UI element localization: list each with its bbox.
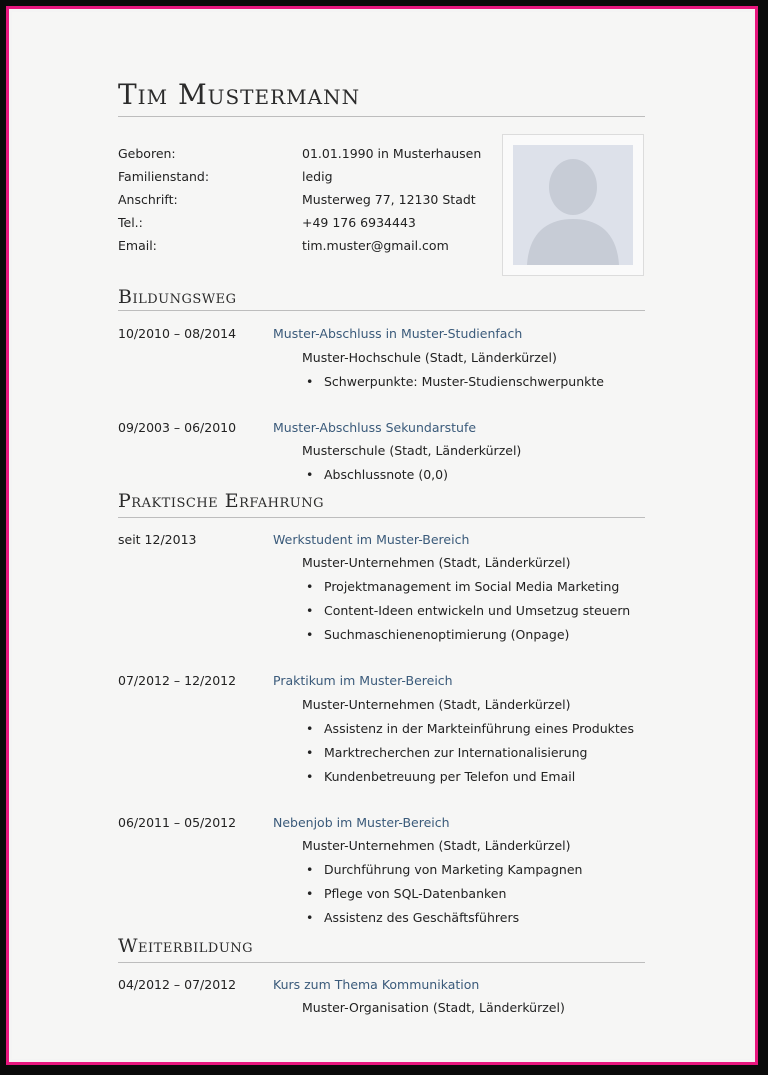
label-marital: Familienstand: <box>118 169 210 184</box>
entry-bullet: • Marktrecherchen zur Internationalisierung <box>324 745 587 760</box>
section-rule-training <box>118 962 645 963</box>
entry-bullet: • Schwerpunkte: Muster-Studienschwerpunkte <box>324 374 604 389</box>
entry-org: Muster-Hochschule (Stadt, Länderkürzel) <box>302 350 557 365</box>
entry-date: 09/2003 – 06/2010 <box>118 420 237 435</box>
page-frame <box>6 6 758 1065</box>
entry-bullet: • Durchführung von Marketing Kampagnen <box>324 862 582 877</box>
entry-title: Nebenjob im Muster-Bereich <box>273 815 450 830</box>
entry-bullet: • Kundenbetreuung per Telefon und Email <box>324 769 575 784</box>
entry-bullet: • Assistenz in der Markteinführung eines Produktes <box>324 721 634 736</box>
value-phone: +49 176 6934443 <box>302 215 416 230</box>
label-address: Anschrift: <box>118 192 178 207</box>
entry-bullet: • Pflege von SQL-Datenbanken <box>324 886 506 901</box>
entry-title: Muster-Abschluss Sekundarstufe <box>273 420 477 435</box>
entry-bullet: • Projektmanagement im Social Media Marketing <box>324 579 619 594</box>
entry-bullet: • Abschlussnote (0,0) <box>324 467 448 482</box>
entry-date: 10/2010 – 08/2014 <box>118 326 237 341</box>
title-rule <box>118 116 645 117</box>
entry-title: Praktikum im Muster-Bereich <box>273 673 453 688</box>
entry-date: 06/2011 – 05/2012 <box>118 815 237 830</box>
avatar-silhouette-icon <box>513 145 633 265</box>
value-born: 01.01.1990 in Musterhausen <box>302 146 482 161</box>
label-phone: Tel.: <box>118 215 143 230</box>
section-title-education: Bildungsweg <box>118 286 237 308</box>
value-marital: ledig <box>302 169 333 184</box>
entry-bullet: • Assistenz des Geschäftsführers <box>324 910 519 925</box>
value-email: tim.muster@gmail.com <box>302 238 449 253</box>
entry-title: Werkstudent im Muster-Bereich <box>273 532 470 547</box>
entry-bullet: • Suchmaschienenoptimierung (Onpage) <box>324 627 569 642</box>
label-born: Geboren: <box>118 146 176 161</box>
entry-date: 07/2012 – 12/2012 <box>118 673 237 688</box>
resume-page <box>12 12 752 1059</box>
profile-photo <box>502 134 644 276</box>
entry-title: Kurs zum Thema Kommunikation <box>273 977 480 992</box>
entry-org: Muster-Unternehmen (Stadt, Länderkürzel) <box>302 838 571 853</box>
value-address: Musterweg 77, 12130 Stadt <box>302 192 476 207</box>
entry-title: Muster-Abschluss in Muster-Studienfach <box>273 326 523 341</box>
entry-date: 04/2012 – 07/2012 <box>118 977 237 992</box>
entry-date: seit 12/2013 <box>118 532 197 547</box>
section-rule-education <box>118 310 645 311</box>
entry-org: Muster-Organisation (Stadt, Länderkürzel) <box>302 1000 565 1015</box>
entry-org: Musterschule (Stadt, Länderkürzel) <box>302 443 522 458</box>
section-title-training: Weiterbildung <box>118 935 254 957</box>
resume-name: Tim Mustermann <box>118 78 361 111</box>
section-title-experience: Praktische Erfahrung <box>118 490 324 512</box>
entry-bullet: • Content-Ideen entwickeln und Umsetzug steuern <box>324 603 630 618</box>
entry-org: Muster-Unternehmen (Stadt, Länderkürzel) <box>302 555 571 570</box>
label-email: Email: <box>118 238 157 253</box>
section-rule-experience <box>118 517 645 518</box>
entry-org: Muster-Unternehmen (Stadt, Länderkürzel) <box>302 697 571 712</box>
